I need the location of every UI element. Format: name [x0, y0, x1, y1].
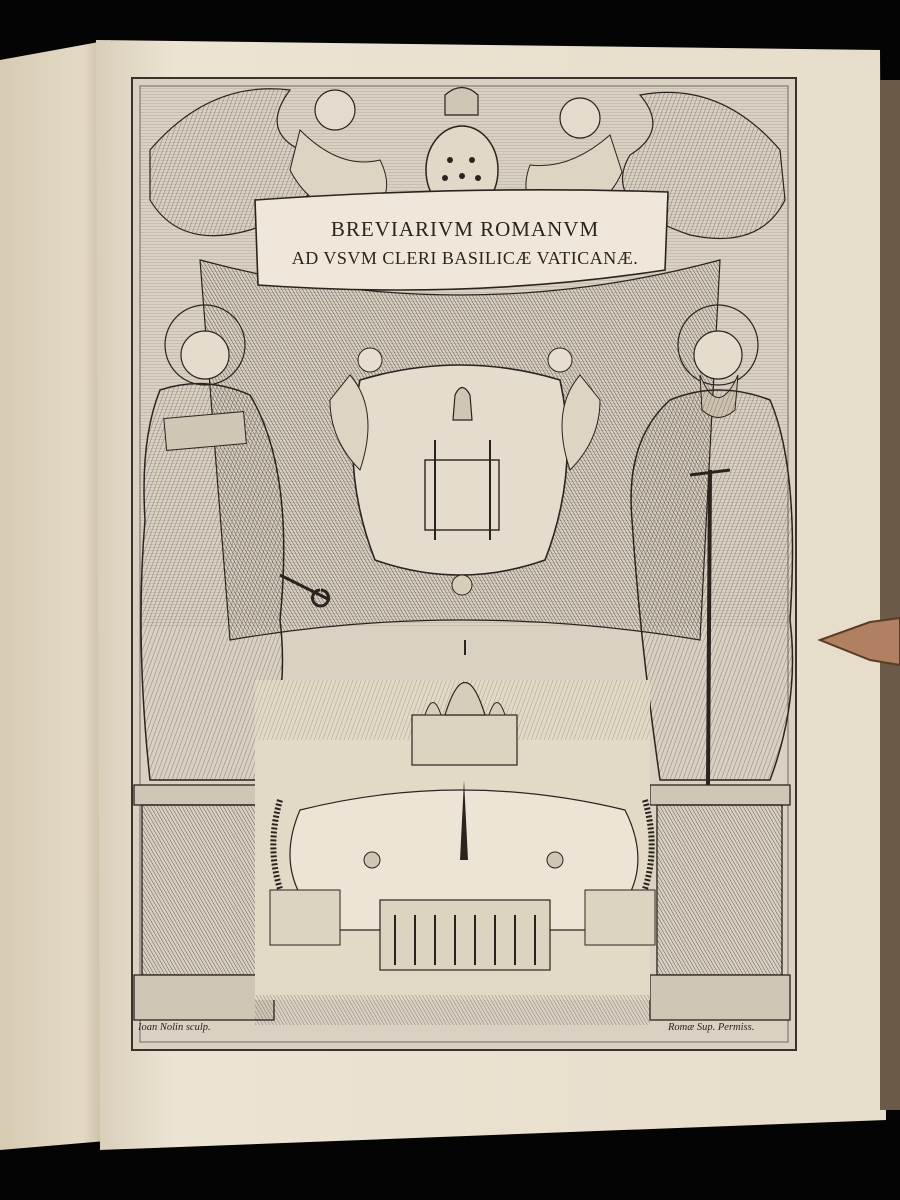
permission-caption: Romæ Sup. Permiss. — [668, 1022, 755, 1033]
engraver-caption: Ioan Nolin sculp. — [138, 1022, 211, 1033]
page-edge — [880, 80, 900, 1110]
pedestal-left — [134, 785, 274, 1020]
basilica-arms-cartouche — [353, 365, 568, 595]
st-peters-square — [255, 640, 655, 1000]
banner-line-2: AD VSVM CLERI BASILICÆ VATICANÆ. — [291, 248, 639, 268]
banner-line-1: BREVIARIVM ROMANVM — [330, 217, 600, 241]
pedestal-right — [650, 785, 790, 1020]
